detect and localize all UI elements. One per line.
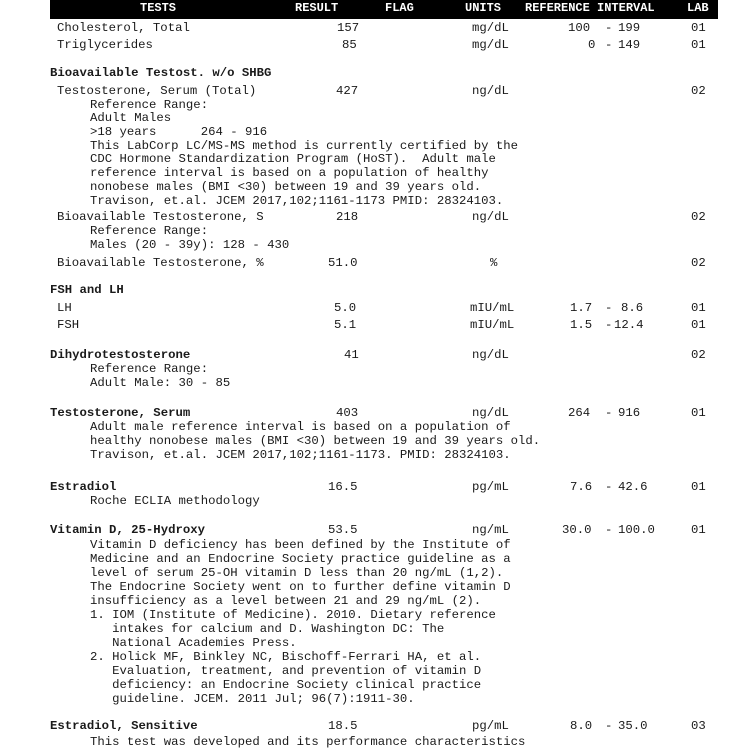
test-lab: 01 xyxy=(691,406,706,420)
col-tests: TESTS xyxy=(140,1,177,15)
test-units: pg/mL xyxy=(472,719,509,733)
test-name: Bioavailable Testosterone, % xyxy=(57,256,264,270)
ref-dash: - xyxy=(605,719,613,733)
note-line: Reference Range: xyxy=(90,362,209,376)
test-lab: 01 xyxy=(691,523,706,537)
test-units: ng/dL xyxy=(472,84,509,98)
ref-high: 916 xyxy=(618,406,641,420)
ref-low: 30.0 xyxy=(562,523,592,537)
ref-dash: - xyxy=(605,38,613,52)
test-result: 18.5 xyxy=(328,719,358,733)
test-result: 51.0 xyxy=(328,256,358,270)
ref-dash: - xyxy=(605,21,613,35)
column-header-bar xyxy=(50,0,718,19)
ref-low: 1.5 xyxy=(570,318,593,332)
note-line: Males (20 - 39y): 128 - 430 xyxy=(90,238,290,252)
test-result: 403 xyxy=(336,406,359,420)
note-line: deficiency: an Endocrine Society clinical practice xyxy=(90,678,482,692)
note-line: Reference Range: xyxy=(90,224,209,238)
test-name: Testosterone, Serum (Total) xyxy=(57,84,257,98)
note-line: Reference Range: xyxy=(90,98,209,112)
test-lab: 02 xyxy=(691,348,706,362)
ref-dash: - xyxy=(605,523,613,537)
note-line: Evaluation, treatment, and prevention of vitamin D xyxy=(90,664,482,678)
cholesterol-ref-high: 199 xyxy=(618,21,641,35)
note-line: nonobese males (BMI <30) between 19 and 39 years old. xyxy=(90,180,482,194)
col-result: RESULT xyxy=(295,1,339,15)
test-units: ng/dL xyxy=(472,348,509,362)
test-lab: 02 xyxy=(691,256,706,270)
cholesterol-name: Cholesterol, Total xyxy=(57,21,190,35)
test-units: pg/mL xyxy=(472,480,509,494)
test-result: 16.5 xyxy=(328,480,358,494)
cholesterol-units: mg/dL xyxy=(472,21,509,35)
test-units: ng/dL xyxy=(472,210,509,224)
ref-high: 35.0 xyxy=(618,719,648,733)
section-heading: Testosterone, Serum xyxy=(50,406,191,420)
test-lab: 01 xyxy=(691,301,706,315)
note-line: healthy nonobese males (BMI <30) between 19 and 39 years old. xyxy=(90,434,541,448)
ref-high: 100.0 xyxy=(618,523,655,537)
note-line: Adult Males xyxy=(90,111,172,125)
test-name: FSH xyxy=(57,318,80,332)
test-units: % xyxy=(490,256,498,270)
test-result: 218 xyxy=(336,210,359,224)
test-result: 427 xyxy=(336,84,359,98)
test-lab: 01 xyxy=(691,318,706,332)
section-heading: Vitamin D, 25-Hydroxy xyxy=(50,523,205,537)
note-line: insufficiency as a level between 21 and 29 ng/mL (2). xyxy=(90,594,482,608)
note-line: Travison, et.al. JCEM 2017,102;1161-1173. PMID: 28324103. xyxy=(90,448,511,462)
note-line: Adult Male: 30 - 85 xyxy=(90,376,231,390)
ref-dash: - xyxy=(605,318,613,332)
test-result: 5.1 xyxy=(334,318,357,332)
ref-dash: - xyxy=(605,480,613,494)
note-line: Roche ECLIA methodology xyxy=(90,494,260,508)
note-line: 2. Holick MF, Binkley NC, Bischoff-Ferrari HA, et al. xyxy=(90,650,482,664)
note-line: CDC Hormone Standardization Program (HoST). Adult male xyxy=(90,152,496,166)
note-line: National Academies Press. xyxy=(90,636,297,650)
test-lab: 02 xyxy=(691,84,706,98)
test-result: 5.0 xyxy=(334,301,357,315)
section-heading: Estradiol, Sensitive xyxy=(50,719,198,733)
test-result: 53.5 xyxy=(328,523,358,537)
test-lab: 03 xyxy=(691,719,706,733)
note-line: Travison, et.al. JCEM 2017,102;1161-1173 PMID: 28324103. xyxy=(90,194,504,208)
cholesterol-lab: 01 xyxy=(691,21,706,35)
test-name: LH xyxy=(57,301,72,315)
ref-low: 8.0 xyxy=(570,719,593,733)
note-line: This LabCorp LC/MS-MS method is currently certified by the xyxy=(90,139,519,153)
section-heading: Estradiol xyxy=(50,480,117,494)
test-lab: 02 xyxy=(691,210,706,224)
test-units: ng/dL xyxy=(472,406,509,420)
ref-dash: - xyxy=(605,406,613,420)
col-flag: FLAG xyxy=(385,1,414,15)
ref-high: 42.6 xyxy=(618,480,648,494)
ref-low: 1.7 xyxy=(570,301,593,315)
note-line: guideline. JCEM. 2011 Jul; 96(7):1911-30. xyxy=(90,692,415,706)
section-heading: Bioavailable Testost. w/o SHBG xyxy=(50,66,272,80)
test-lab: 01 xyxy=(691,480,706,494)
test-name: Bioavailable Testosterone, S xyxy=(57,210,264,224)
test-result: 41 xyxy=(344,348,359,362)
note-line: reference interval is based on a population of healthy xyxy=(90,166,489,180)
col-units: UNITS xyxy=(465,1,502,15)
triglycerides-ref-low: 0 xyxy=(588,38,596,52)
cholesterol-result: 157 xyxy=(337,21,360,35)
note-line: Adult male reference interval is based on a population of xyxy=(90,420,511,434)
note-line: Medicine and an Endocrine Society practice guideline as a xyxy=(90,552,511,566)
ref-dash: - xyxy=(605,301,613,315)
ref-low: 264 xyxy=(568,406,591,420)
note-line: 1. IOM (Institute of Medicine). 2010. Dietary reference xyxy=(90,608,496,622)
note-line: intakes for calcium and D. Washington DC: The xyxy=(90,622,445,636)
note-line: Vitamin D deficiency has been defined by the Institute of xyxy=(90,538,511,552)
test-units: ng/mL xyxy=(472,523,509,537)
col-lab: LAB xyxy=(687,1,709,15)
triglycerides-units: mg/dL xyxy=(472,38,509,52)
ref-high: 8.6 xyxy=(621,301,644,315)
note-line: >18 years 264 - 916 xyxy=(90,125,268,139)
section-heading: Dihydrotestosterone xyxy=(50,348,191,362)
note-line: The Endocrine Society went on to further define vitamin D xyxy=(90,580,511,594)
triglycerides-name: Triglycerides xyxy=(57,38,153,52)
note-line: This test was developed and its performance characteristics xyxy=(90,735,526,749)
ref-high: 12.4 xyxy=(614,318,644,332)
test-units: mIU/mL xyxy=(470,318,515,332)
col-reference-interval: REFERENCE INTERVAL xyxy=(525,1,655,15)
cholesterol-ref-low: 100 xyxy=(568,21,591,35)
test-units: mIU/mL xyxy=(470,301,515,315)
section-heading: FSH and LH xyxy=(50,283,124,297)
ref-low: 7.6 xyxy=(570,480,593,494)
triglycerides-ref-high: 149 xyxy=(618,38,641,52)
triglycerides-lab: 01 xyxy=(691,38,706,52)
triglycerides-result: 85 xyxy=(342,38,357,52)
note-line: level of serum 25-OH vitamin D less than 20 ng/mL (1,2). xyxy=(90,566,504,580)
